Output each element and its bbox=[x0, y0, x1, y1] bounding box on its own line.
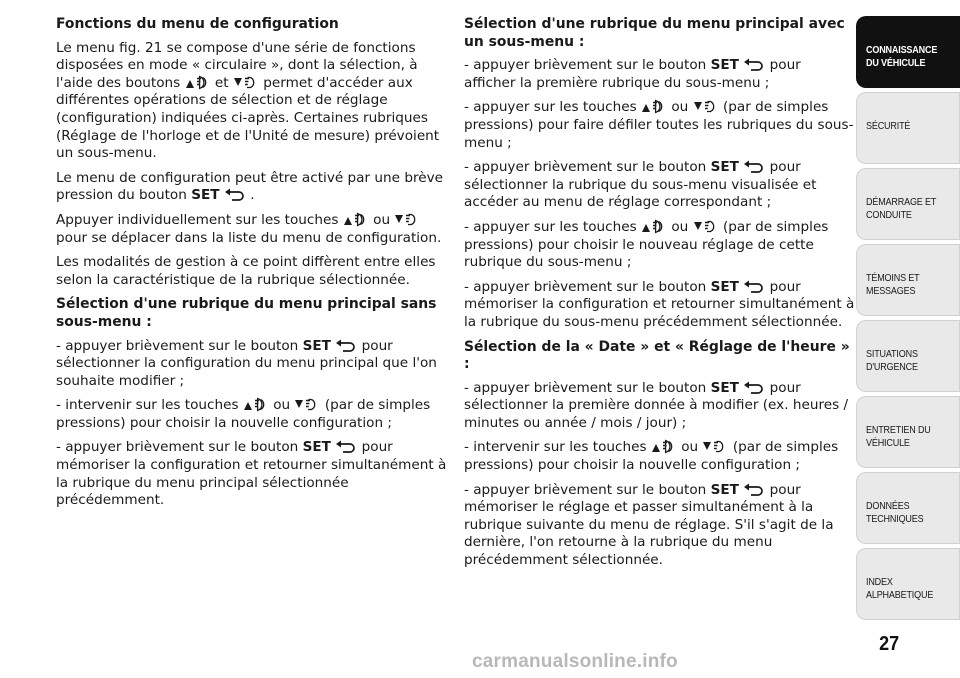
text: pour sélectionner la première donnée à modifier (ex. heures / minutes ou année / mois / jour) ; bbox=[464, 379, 849, 431]
set-keyword: SET bbox=[710, 159, 739, 176]
set-return-arrow-icon bbox=[335, 440, 357, 454]
text: permet d'accéder aux différentes opérations de sélection et de réglage (configuration) indiquées ci-après. Certaines rubriques (Réglage de l'horloge et de l'Unité de mesure) prévoient un sous-menu. bbox=[56, 74, 440, 162]
page-number: 27 bbox=[878, 633, 899, 655]
subsection-title: Sélection d'une rubrique du menu principal sans sous-menu : bbox=[56, 296, 437, 330]
text: - appuyer brièvement sur le bouton bbox=[56, 337, 299, 354]
up-arrow-button-icon bbox=[343, 212, 369, 227]
paragraph-navigation bbox=[56, 212, 448, 247]
paragraph-intro bbox=[56, 40, 448, 163]
text: Le menu fig. 21 se compose d'une série de fonctions disposées en mode « circulaire », dont la sélection, à l'aide des boutons bbox=[56, 39, 418, 91]
text: et bbox=[214, 74, 229, 91]
tab-label: ENTRETIEN DU VÉHICULE bbox=[866, 424, 931, 449]
left-column bbox=[56, 16, 448, 517]
set-return-arrow-icon bbox=[335, 339, 357, 353]
set-return-arrow-icon bbox=[743, 483, 765, 497]
tab-demarrage-et-conduite[interactable] bbox=[856, 168, 960, 240]
set-return-arrow-icon bbox=[743, 280, 765, 294]
up-arrow-button-icon bbox=[641, 99, 667, 114]
text: - appuyer brièvement sur le bouton bbox=[464, 481, 707, 498]
set-keyword: SET bbox=[302, 439, 331, 456]
text: pour se déplacer dans la liste du menu de configuration. bbox=[56, 229, 442, 246]
tab-label: INDEX ALPHABETIQUE bbox=[866, 576, 934, 601]
step bbox=[464, 482, 856, 570]
text: - appuyer brièvement sur le bouton bbox=[464, 57, 707, 74]
tab-label: SÉCURITÉ bbox=[866, 120, 911, 132]
subsection-title: Sélection de la « Date » et « Réglage de l'heure » : bbox=[464, 338, 850, 373]
set-return-arrow-icon bbox=[743, 381, 765, 395]
set-return-arrow-icon bbox=[224, 188, 246, 202]
up-arrow-button-icon bbox=[185, 75, 211, 90]
step bbox=[464, 99, 856, 152]
watermark: carmanualsonline.info bbox=[472, 651, 678, 672]
text: (par de simples pressions) pour choisir le nouveau réglage de cette rubrique du sous-menu ; bbox=[464, 218, 829, 271]
text: - appuyer brièvement sur le bouton bbox=[464, 379, 707, 396]
text: pour mémoriser la configuration et retourner simultanément à la rubrique du menu principal sélectionnée précédemment. bbox=[56, 439, 447, 509]
chapter-tabs bbox=[856, 16, 960, 624]
text: - intervenir sur les touches bbox=[464, 439, 647, 456]
tab-temoins-et-messages[interactable] bbox=[856, 244, 960, 316]
set-return-arrow-icon bbox=[743, 58, 765, 72]
tab-donnees-techniques[interactable] bbox=[856, 472, 960, 544]
text: ou bbox=[273, 397, 291, 414]
text: - appuyer sur les touches bbox=[464, 218, 637, 235]
text: ou bbox=[373, 211, 391, 228]
text: . bbox=[250, 187, 255, 204]
step bbox=[464, 159, 856, 212]
paragraph-modalities: Les modalités de gestion à ce point diffèrent entre elles selon la caractéristique de la rubrique sélectionnée. bbox=[56, 254, 436, 288]
text: (par de simples pressions) pour choisir la nouvelle configuration ; bbox=[464, 439, 839, 474]
set-keyword: SET bbox=[710, 278, 739, 295]
down-arrow-button-icon bbox=[702, 439, 728, 454]
step bbox=[464, 380, 856, 433]
tab-label: SITUATIONS D'URGENCE bbox=[866, 348, 918, 373]
step bbox=[464, 279, 856, 332]
down-arrow-button-icon bbox=[233, 75, 259, 90]
text: pour sélectionner la rubrique du sous-menu visualisée et accéder au menu de réglage correspondant ; bbox=[464, 159, 817, 211]
text: (par de simples pressions) pour faire défiler toutes les rubriques du sous-menu ; bbox=[464, 99, 854, 151]
set-return-arrow-icon bbox=[743, 160, 765, 174]
up-arrow-button-icon bbox=[243, 397, 269, 412]
text: pour mémoriser le réglage et passer simultanément à la rubrique suivante du menu de réglage. S'il s'agit de la dernière, l'on retourne à la rubrique du menu précédemment sélectionnée. bbox=[464, 481, 834, 569]
tab-connaissance-du-vehicule[interactable] bbox=[856, 16, 960, 88]
text: pour mémoriser la configuration et retourner simultanément à la rubrique du sous-menu précédemment sélectionnée. bbox=[464, 278, 855, 330]
tab-label: DÉMARRAGE ET CONDUITE bbox=[866, 196, 937, 221]
text: - appuyer brièvement sur le bouton bbox=[56, 439, 299, 456]
down-arrow-button-icon bbox=[693, 99, 719, 114]
text: (par de simples pressions) pour choisir la nouvelle configuration ; bbox=[56, 397, 431, 431]
text: - appuyer sur les touches bbox=[464, 99, 637, 116]
subsection-title: Sélection d'une rubrique du menu principal avec un sous-menu : bbox=[464, 16, 845, 50]
text: ou bbox=[671, 99, 689, 116]
tab-securite[interactable] bbox=[856, 92, 960, 164]
text: Le menu de configuration peut être activé par une brève pression du bouton bbox=[56, 169, 444, 204]
paragraph-activation bbox=[56, 170, 448, 205]
step bbox=[464, 439, 856, 474]
set-keyword: SET bbox=[710, 481, 739, 498]
up-arrow-button-icon bbox=[651, 439, 677, 454]
text: Appuyer individuellement sur les touches bbox=[56, 211, 339, 228]
down-arrow-button-icon bbox=[294, 397, 320, 412]
text: - intervenir sur les touches bbox=[56, 397, 239, 414]
set-keyword: SET bbox=[710, 379, 739, 396]
text: ou bbox=[681, 439, 699, 456]
step bbox=[56, 439, 448, 509]
up-arrow-button-icon bbox=[641, 219, 667, 234]
text: pour sélectionner la configuration du menu principal que l'on souhaite modifier ; bbox=[56, 337, 437, 389]
right-column bbox=[464, 16, 856, 577]
down-arrow-button-icon bbox=[394, 212, 420, 227]
set-keyword: SET bbox=[302, 337, 331, 354]
tab-label: DONNÉES TECHNIQUES bbox=[866, 500, 924, 525]
section-title: Fonctions du menu de configuration bbox=[56, 16, 339, 32]
step bbox=[464, 219, 856, 272]
tab-situations-d-urgence[interactable] bbox=[856, 320, 960, 392]
text: - appuyer brièvement sur le bouton bbox=[464, 278, 707, 295]
tab-label: CONNAISSANCE DU VÉHICULE bbox=[866, 44, 938, 69]
step bbox=[464, 57, 856, 92]
tab-index-alphabetique[interactable] bbox=[856, 548, 960, 620]
text: pour afficher la première rubrique du sous-menu ; bbox=[464, 57, 801, 91]
text: ou bbox=[671, 218, 689, 235]
step bbox=[56, 338, 448, 391]
tab-entretien-du-vehicule[interactable] bbox=[856, 396, 960, 468]
text: - appuyer brièvement sur le bouton bbox=[464, 159, 707, 176]
set-keyword: SET bbox=[191, 187, 220, 204]
set-keyword: SET bbox=[710, 57, 739, 74]
down-arrow-button-icon bbox=[693, 219, 719, 234]
step bbox=[56, 397, 448, 432]
tab-label: TÉMOINS ET MESSAGES bbox=[866, 272, 920, 297]
